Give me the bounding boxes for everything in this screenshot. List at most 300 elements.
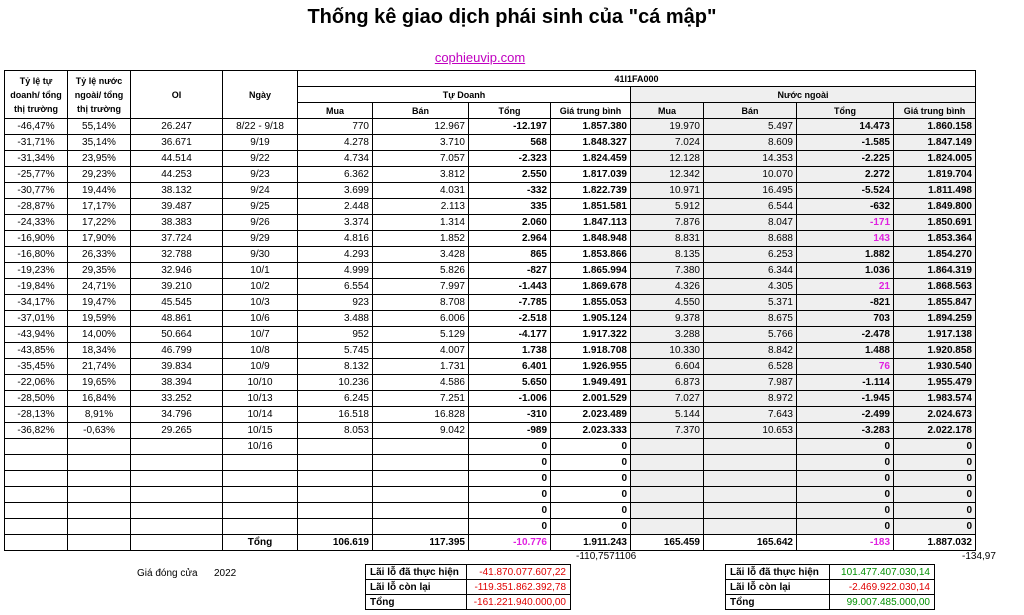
source-link[interactable]: cophieuvip.com bbox=[434, 50, 526, 65]
cell-td-total: 2.060 bbox=[469, 215, 551, 231]
cell-nn-total: -1.585 bbox=[797, 135, 894, 151]
cell-nn-avg: 0 bbox=[894, 439, 976, 455]
cell-td-ratio: -37,01% bbox=[5, 311, 68, 327]
cell-nn-sell bbox=[704, 519, 797, 535]
cell-date bbox=[223, 519, 298, 535]
cell-date: 10/3 bbox=[223, 295, 298, 311]
cell-nn-ratio: 17,90% bbox=[68, 231, 131, 247]
cell-nn-total: -2.499 bbox=[797, 407, 894, 423]
cell-nn-buy: 19.970 bbox=[631, 119, 704, 135]
table-row bbox=[5, 167, 976, 183]
cell-nn-avg: 1.983.574 bbox=[894, 391, 976, 407]
cell-nn-ratio bbox=[68, 471, 131, 487]
cell-nn-avg: 0 bbox=[894, 455, 976, 471]
cell-nn-sell: 7.987 bbox=[704, 375, 797, 391]
cell-td-ratio: -28,87% bbox=[5, 199, 68, 215]
cell-td-ratio: -28,13% bbox=[5, 407, 68, 423]
cell-td-buy: 3.374 bbox=[298, 215, 373, 231]
pnl-td-total-value: -161.221.940.000,00 bbox=[466, 595, 570, 610]
cell-oi: 29.265 bbox=[131, 423, 223, 439]
cell-nn-ratio: 26,33% bbox=[68, 247, 131, 263]
cell-td-ratio: -43,94% bbox=[5, 327, 68, 343]
cell-td-buy: 6.245 bbox=[298, 391, 373, 407]
cell-oi: 37.724 bbox=[131, 231, 223, 247]
cell-td-total: -1.006 bbox=[469, 391, 551, 407]
cell-td-buy: 4.734 bbox=[298, 151, 373, 167]
table-row bbox=[5, 279, 976, 295]
cell-td-sell: 4.031 bbox=[373, 183, 469, 199]
cell-nn-avg: 1.864.319 bbox=[894, 263, 976, 279]
cell-nn-ratio: 8,91% bbox=[68, 407, 131, 423]
header-nn-buy: Mua bbox=[631, 103, 704, 119]
cell-td-sell bbox=[373, 439, 469, 455]
cell-oi: 32.788 bbox=[131, 247, 223, 263]
cell-td-ratio: -36,82% bbox=[5, 423, 68, 439]
cell-td-buy bbox=[298, 471, 373, 487]
cell-td-total: 6.401 bbox=[469, 359, 551, 375]
cell-date: 9/19 bbox=[223, 135, 298, 151]
table-row bbox=[5, 247, 976, 263]
table-row bbox=[5, 471, 976, 487]
cell-nn-ratio: 19,59% bbox=[68, 311, 131, 327]
cell-nn-avg: 1.868.563 bbox=[894, 279, 976, 295]
total-row bbox=[5, 535, 976, 551]
pnl-nn-realized-label: Lãi lỗ đã thực hiện bbox=[726, 565, 830, 580]
cell-nn-buy: 9.378 bbox=[631, 311, 704, 327]
cell-date: 10/14 bbox=[223, 407, 298, 423]
cell-oi: 39.210 bbox=[131, 279, 223, 295]
cell-date: 10/13 bbox=[223, 391, 298, 407]
cell-td-buy: 923 bbox=[298, 295, 373, 311]
cell-date: 10/10 bbox=[223, 375, 298, 391]
cell-date bbox=[223, 471, 298, 487]
cell-td-total: -2.518 bbox=[469, 311, 551, 327]
cell-td-ratio: -22,06% bbox=[5, 375, 68, 391]
cell-date bbox=[223, 455, 298, 471]
cell-nn-avg: 1.930.540 bbox=[894, 359, 976, 375]
pnl-nn-remaining-label: Lãi lỗ còn lại bbox=[726, 580, 830, 595]
cell-td-buy: 16.518 bbox=[298, 407, 373, 423]
cell-td-total: -827 bbox=[469, 263, 551, 279]
total-nn-avg: 1.887.032 bbox=[894, 535, 976, 551]
cell-td-sell: 4.586 bbox=[373, 375, 469, 391]
cell-td-buy: 3.488 bbox=[298, 311, 373, 327]
cell-nn-buy: 5.144 bbox=[631, 407, 704, 423]
table-row bbox=[5, 391, 976, 407]
cell-td-buy: 5.745 bbox=[298, 343, 373, 359]
pnl-td-total-label: Tổng bbox=[366, 595, 467, 610]
cell-td-total: 0 bbox=[469, 471, 551, 487]
cell-td-sell bbox=[373, 455, 469, 471]
cell-oi: 45.545 bbox=[131, 295, 223, 311]
cell-td-avg: 2.001.529 bbox=[551, 391, 631, 407]
cell-oi bbox=[131, 439, 223, 455]
cell-nn-total: -2.478 bbox=[797, 327, 894, 343]
total-td-buy: 106.619 bbox=[298, 535, 373, 551]
cell-td-total: -989 bbox=[469, 423, 551, 439]
cell-oi: 33.252 bbox=[131, 391, 223, 407]
header-nn-avg: Giá trung bình bbox=[894, 103, 976, 119]
total-td-avg: 1.911.243 bbox=[551, 535, 631, 551]
cell-nn-avg: 1.955.479 bbox=[894, 375, 976, 391]
table-row bbox=[5, 503, 976, 519]
cell-nn-sell: 14.353 bbox=[704, 151, 797, 167]
cell-nn-avg: 0 bbox=[894, 503, 976, 519]
cell-td-ratio: -30,77% bbox=[5, 183, 68, 199]
total-nn-sell: 165.642 bbox=[704, 535, 797, 551]
cell-td-total: 0 bbox=[469, 519, 551, 535]
header-nn-total: Tổng bbox=[797, 103, 894, 119]
cell-date bbox=[223, 503, 298, 519]
cell-nn-ratio: 29,35% bbox=[68, 263, 131, 279]
cell-nn-ratio: 16,84% bbox=[68, 391, 131, 407]
cell-nn-sell: 8.842 bbox=[704, 343, 797, 359]
cell-td-total: 568 bbox=[469, 135, 551, 151]
pnl-foreign-table bbox=[725, 564, 935, 610]
cell-nn-total: 0 bbox=[797, 471, 894, 487]
table-row bbox=[5, 135, 976, 151]
cell-oi: 44.253 bbox=[131, 167, 223, 183]
cell-nn-total: -1.114 bbox=[797, 375, 894, 391]
cell-td-total: -2.323 bbox=[469, 151, 551, 167]
cell-nn-sell: 7.643 bbox=[704, 407, 797, 423]
cell-nn-buy bbox=[631, 455, 704, 471]
cell-nn-total: 1.488 bbox=[797, 343, 894, 359]
cell-td-avg: 1.918.708 bbox=[551, 343, 631, 359]
cell-nn-buy bbox=[631, 519, 704, 535]
cell-nn-avg: 1.849.800 bbox=[894, 199, 976, 215]
cell-td-avg: 1.905.124 bbox=[551, 311, 631, 327]
cell-td-sell bbox=[373, 519, 469, 535]
cell-oi: 44.514 bbox=[131, 151, 223, 167]
cell-nn-avg: 2.024.673 bbox=[894, 407, 976, 423]
pnl-td-realized-value: -41.870.077.607,22 bbox=[466, 565, 570, 580]
cell-td-avg: 2.023.333 bbox=[551, 423, 631, 439]
cell-nn-avg: 1.854.270 bbox=[894, 247, 976, 263]
cell-nn-ratio: 24,71% bbox=[68, 279, 131, 295]
cell-td-avg: 2.023.489 bbox=[551, 407, 631, 423]
cell-nn-buy: 10.330 bbox=[631, 343, 704, 359]
total-label: Tổng bbox=[223, 535, 298, 551]
cell-nn-sell bbox=[704, 487, 797, 503]
total-td-sell: 117.395 bbox=[373, 535, 469, 551]
cell-nn-ratio: 17,22% bbox=[68, 215, 131, 231]
pnl-td-realized-label: Lãi lỗ đã thực hiện bbox=[366, 565, 467, 580]
cell-td-buy bbox=[298, 455, 373, 471]
table-row bbox=[5, 343, 976, 359]
cell-td-ratio bbox=[5, 519, 68, 535]
table-row bbox=[5, 183, 976, 199]
cell-nn-sell bbox=[704, 471, 797, 487]
cell-date: 9/22 bbox=[223, 151, 298, 167]
cell-nn-ratio bbox=[68, 455, 131, 471]
cell-nn-total: 21 bbox=[797, 279, 894, 295]
td-avg-diff: -110,7571106 bbox=[576, 551, 637, 562]
cell-nn-buy bbox=[631, 439, 704, 455]
cell-nn-sell: 6.544 bbox=[704, 199, 797, 215]
header-td-ratio: Tỷ lệ tự doanh/ tổng thị trường bbox=[5, 71, 68, 119]
cell-nn-sell: 5.766 bbox=[704, 327, 797, 343]
table-row bbox=[5, 327, 976, 343]
cell-td-sell: 7.997 bbox=[373, 279, 469, 295]
cell-td-sell: 7.251 bbox=[373, 391, 469, 407]
cell-td-ratio: -28,50% bbox=[5, 391, 68, 407]
cell-td-avg: 0 bbox=[551, 487, 631, 503]
cell-nn-total: 0 bbox=[797, 455, 894, 471]
cell-nn-avg: 1.811.498 bbox=[894, 183, 976, 199]
cell-nn-ratio: 35,14% bbox=[68, 135, 131, 151]
cell-date: 10/6 bbox=[223, 311, 298, 327]
cell-nn-ratio: 17,17% bbox=[68, 199, 131, 215]
cell-date: 9/25 bbox=[223, 199, 298, 215]
cell-oi: 50.664 bbox=[131, 327, 223, 343]
cell-oi: 39.834 bbox=[131, 359, 223, 375]
header-date: Ngày bbox=[223, 71, 298, 119]
cell-td-ratio: -24,33% bbox=[5, 215, 68, 231]
cell-td-buy: 6.554 bbox=[298, 279, 373, 295]
cell-nn-ratio: 19,47% bbox=[68, 295, 131, 311]
cell-nn-avg: 1.824.005 bbox=[894, 151, 976, 167]
cell-td-total: 0 bbox=[469, 503, 551, 519]
cell-date: 9/30 bbox=[223, 247, 298, 263]
cell-nn-total: -821 bbox=[797, 295, 894, 311]
table-row bbox=[5, 295, 976, 311]
cell-nn-sell: 8.688 bbox=[704, 231, 797, 247]
cell-oi bbox=[131, 487, 223, 503]
cell-nn-sell: 16.495 bbox=[704, 183, 797, 199]
cell-date: 10/16 bbox=[223, 439, 298, 455]
cell-nn-buy: 4.326 bbox=[631, 279, 704, 295]
cell-nn-ratio bbox=[68, 519, 131, 535]
cell-nn-buy: 10.971 bbox=[631, 183, 704, 199]
cell-nn-sell: 8.047 bbox=[704, 215, 797, 231]
cell-oi: 39.487 bbox=[131, 199, 223, 215]
cell-nn-sell: 10.653 bbox=[704, 423, 797, 439]
table-row bbox=[5, 151, 976, 167]
cell-td-sell: 9.042 bbox=[373, 423, 469, 439]
total-nn-total: -183 bbox=[797, 535, 894, 551]
cell-td-sell: 1.314 bbox=[373, 215, 469, 231]
cell-td-avg: 1.848.327 bbox=[551, 135, 631, 151]
cell-td-sell: 16.828 bbox=[373, 407, 469, 423]
cell-nn-ratio: 19,65% bbox=[68, 375, 131, 391]
cell-nn-total: 143 bbox=[797, 231, 894, 247]
cell-td-buy: 4.816 bbox=[298, 231, 373, 247]
table-row bbox=[5, 359, 976, 375]
cell-td-total: -12.197 bbox=[469, 119, 551, 135]
header-nn-sell: Bán bbox=[704, 103, 797, 119]
cell-nn-buy: 6.873 bbox=[631, 375, 704, 391]
cell-td-buy: 2.448 bbox=[298, 199, 373, 215]
cell-oi: 32.946 bbox=[131, 263, 223, 279]
pnl-nn-total-value: 99.007.485.000,00 bbox=[830, 595, 935, 610]
header-td-total: Tổng bbox=[469, 103, 551, 119]
cell-nn-buy bbox=[631, 503, 704, 519]
table-row bbox=[5, 439, 976, 455]
cell-nn-sell bbox=[704, 455, 797, 471]
cell-td-buy bbox=[298, 503, 373, 519]
cell-td-avg: 1.817.039 bbox=[551, 167, 631, 183]
cell-td-avg: 1.926.955 bbox=[551, 359, 631, 375]
cell-td-avg: 1.822.739 bbox=[551, 183, 631, 199]
cell-nn-ratio: 19,44% bbox=[68, 183, 131, 199]
cell-td-sell: 3.428 bbox=[373, 247, 469, 263]
header-td-avg: Giá trung bình bbox=[551, 103, 631, 119]
pnl-nn-remaining-value: -2.469.922.030,14 bbox=[830, 580, 935, 595]
cell-oi: 36.671 bbox=[131, 135, 223, 151]
cell-td-sell: 3.710 bbox=[373, 135, 469, 151]
cell-nn-total: -2.225 bbox=[797, 151, 894, 167]
table-row bbox=[5, 311, 976, 327]
cell-td-avg: 0 bbox=[551, 439, 631, 455]
cell-td-buy: 4.293 bbox=[298, 247, 373, 263]
cell-nn-avg: 1.917.138 bbox=[894, 327, 976, 343]
cell-nn-buy: 12.128 bbox=[631, 151, 704, 167]
cell-td-ratio: -34,17% bbox=[5, 295, 68, 311]
cell-nn-avg: 0 bbox=[894, 471, 976, 487]
cell-td-buy: 8.132 bbox=[298, 359, 373, 375]
cell-td-ratio: -35,45% bbox=[5, 359, 68, 375]
cell-date: 9/26 bbox=[223, 215, 298, 231]
cell-td-avg: 1.865.994 bbox=[551, 263, 631, 279]
pnl-proprietary-table bbox=[365, 564, 571, 610]
cell-td-sell: 5.129 bbox=[373, 327, 469, 343]
cell-date: 10/7 bbox=[223, 327, 298, 343]
cell-td-ratio bbox=[5, 503, 68, 519]
cell-td-ratio bbox=[5, 455, 68, 471]
cell-nn-buy: 7.876 bbox=[631, 215, 704, 231]
cell-nn-sell: 8.609 bbox=[704, 135, 797, 151]
cell-td-total: -7.785 bbox=[469, 295, 551, 311]
cell-td-total: 865 bbox=[469, 247, 551, 263]
cell-nn-sell: 4.305 bbox=[704, 279, 797, 295]
cell-nn-buy: 7.370 bbox=[631, 423, 704, 439]
cell-oi: 26.247 bbox=[131, 119, 223, 135]
cell-nn-avg: 1.920.858 bbox=[894, 343, 976, 359]
cell-td-ratio: -16,90% bbox=[5, 231, 68, 247]
cell-oi: 38.132 bbox=[131, 183, 223, 199]
cell-td-ratio: -25,77% bbox=[5, 167, 68, 183]
cell-nn-ratio: 18,34% bbox=[68, 343, 131, 359]
cell-td-ratio: -31,34% bbox=[5, 151, 68, 167]
cell-td-sell: 2.113 bbox=[373, 199, 469, 215]
cell-td-sell: 1.852 bbox=[373, 231, 469, 247]
cell-td-avg: 1.857.380 bbox=[551, 119, 631, 135]
pnl-nn-total-label: Tổng bbox=[726, 595, 830, 610]
total-nn-buy: 165.459 bbox=[631, 535, 704, 551]
cell-nn-sell: 6.253 bbox=[704, 247, 797, 263]
cell-nn-ratio bbox=[68, 487, 131, 503]
cell-nn-ratio bbox=[68, 503, 131, 519]
header-nn-ratio: Tỷ lệ nước ngoài/ tổng thị trường bbox=[68, 71, 131, 119]
cell-td-total: 5.650 bbox=[469, 375, 551, 391]
cell-td-ratio bbox=[5, 471, 68, 487]
cell-nn-avg: 1.855.847 bbox=[894, 295, 976, 311]
table-row bbox=[5, 487, 976, 503]
cell-nn-buy: 12.342 bbox=[631, 167, 704, 183]
cell-nn-total: -1.945 bbox=[797, 391, 894, 407]
cell-oi: 38.394 bbox=[131, 375, 223, 391]
cell-td-buy: 3.699 bbox=[298, 183, 373, 199]
cell-oi bbox=[131, 471, 223, 487]
cell-td-avg: 0 bbox=[551, 455, 631, 471]
cell-nn-total: 0 bbox=[797, 519, 894, 535]
cell-td-sell: 5.826 bbox=[373, 263, 469, 279]
cell-td-buy: 770 bbox=[298, 119, 373, 135]
cell-nn-sell bbox=[704, 439, 797, 455]
cell-nn-ratio: -0,63% bbox=[68, 423, 131, 439]
cell-nn-buy: 8.831 bbox=[631, 231, 704, 247]
cell-td-avg: 1.851.581 bbox=[551, 199, 631, 215]
cell-td-avg: 1.847.113 bbox=[551, 215, 631, 231]
cell-td-buy: 10.236 bbox=[298, 375, 373, 391]
cell-oi: 46.799 bbox=[131, 343, 223, 359]
cell-td-buy: 6.362 bbox=[298, 167, 373, 183]
cell-oi: 38.383 bbox=[131, 215, 223, 231]
table-row bbox=[5, 407, 976, 423]
cell-td-buy bbox=[298, 519, 373, 535]
cell-nn-sell: 6.528 bbox=[704, 359, 797, 375]
cell-td-buy bbox=[298, 439, 373, 455]
cell-nn-avg: 1.847.149 bbox=[894, 135, 976, 151]
cell-td-total: -1.443 bbox=[469, 279, 551, 295]
cell-nn-avg: 0 bbox=[894, 487, 976, 503]
cell-nn-buy bbox=[631, 471, 704, 487]
cell-nn-buy: 8.135 bbox=[631, 247, 704, 263]
cell-td-avg: 1.917.322 bbox=[551, 327, 631, 343]
cell-td-ratio: -19,23% bbox=[5, 263, 68, 279]
pnl-td-remaining-label: Lãi lỗ còn lại bbox=[366, 580, 467, 595]
cell-td-total: 2.550 bbox=[469, 167, 551, 183]
table-row bbox=[5, 119, 976, 135]
cell-nn-avg: 0 bbox=[894, 519, 976, 535]
cell-nn-buy bbox=[631, 487, 704, 503]
total-td-total: -10.776 bbox=[469, 535, 551, 551]
cell-oi: 34.796 bbox=[131, 407, 223, 423]
cell-td-avg: 0 bbox=[551, 471, 631, 487]
cell-td-total: 1.738 bbox=[469, 343, 551, 359]
cell-td-sell bbox=[373, 503, 469, 519]
cell-date: 10/8 bbox=[223, 343, 298, 359]
cell-nn-total: -171 bbox=[797, 215, 894, 231]
table-row bbox=[5, 199, 976, 215]
cell-date: 8/22 - 9/18 bbox=[223, 119, 298, 135]
derivatives-table bbox=[4, 70, 976, 551]
cell-nn-sell: 5.371 bbox=[704, 295, 797, 311]
header-td-sell: Bán bbox=[373, 103, 469, 119]
cell-nn-ratio: 23,95% bbox=[68, 151, 131, 167]
cell-oi bbox=[131, 455, 223, 471]
header-group-proprietary: Tự Doanh bbox=[298, 87, 631, 103]
cell-td-ratio bbox=[5, 487, 68, 503]
cell-td-ratio bbox=[5, 439, 68, 455]
cell-td-sell: 3.812 bbox=[373, 167, 469, 183]
cell-td-buy: 4.999 bbox=[298, 263, 373, 279]
cell-nn-total: 1.882 bbox=[797, 247, 894, 263]
cell-date: 10/15 bbox=[223, 423, 298, 439]
cell-date: 9/24 bbox=[223, 183, 298, 199]
cell-nn-total: 1.036 bbox=[797, 263, 894, 279]
cell-nn-avg: 1.853.364 bbox=[894, 231, 976, 247]
cell-date: 10/1 bbox=[223, 263, 298, 279]
cell-td-avg: 1.848.948 bbox=[551, 231, 631, 247]
cell-nn-avg: 1.894.259 bbox=[894, 311, 976, 327]
cell-date: 9/23 bbox=[223, 167, 298, 183]
cell-td-sell: 1.731 bbox=[373, 359, 469, 375]
cell-nn-sell: 6.344 bbox=[704, 263, 797, 279]
cell-nn-sell bbox=[704, 503, 797, 519]
cell-nn-total: -3.283 bbox=[797, 423, 894, 439]
